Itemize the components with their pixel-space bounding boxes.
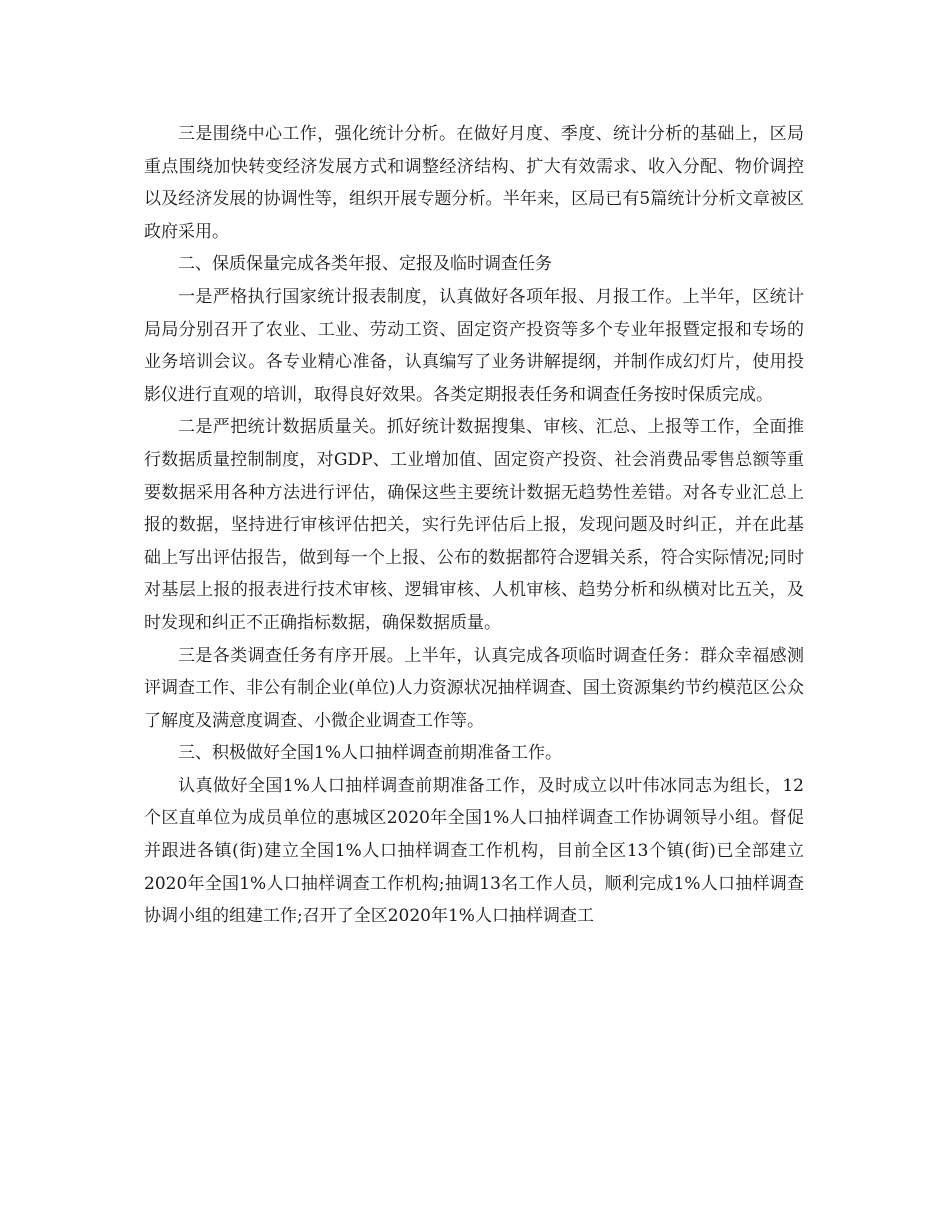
paragraph-surveys: 三是各类调查任务有序开展。上半年，认真完成各项临时调查任务：群众幸福感测评调查工作、非公有制企业(单位)人力资源状况抽样调查、国土资源集约节约模范区公众了解度及满意度调查、小微企业调查工作等。 <box>144 645 804 731</box>
paragraph-statistical-analysis: 三是围绕中心工作，强化统计分析。在做好月度、季度、统计分析的基础上，区局重点围绕加快转变经济发展方式和调整经济结构、扩大有效需求、收入分配、物价调控以及经济发展的协调性等，组织开展专题分析。半年来，区局已有5篇统计分析文章被区政府采用。 <box>144 124 804 242</box>
paragraph-data-quality: 二是严把统计数据质量关。抓好统计数据搜集、审核、汇总、上报等工作，全面推行数据质量控制制度，对GDP、工业增加值、固定资产投资、社会消费品零售总额等重要数据采用各种方法进行评估，确保这些主要统计数据无趋势性差错。对各专业汇总上报的数据，坚持进行审核评估把关，实行先评估后上报，发现问题及时纠正，并在此基础上写出评估报告，做到每一个上报、公布的数据都符合逻辑关系，符合实际情况;同时对基层上报的报表进行技术审核、逻辑审核、人机审核、趋势分析和纵横对比五关，及时发现和纠正不正确指标数据，确保数据质量。 <box>144 417 804 633</box>
document-body <box>144 118 804 933</box>
section-heading-annual-reports: 二、保质保量完成各类年报、定报及临时调查任务 <box>178 254 552 275</box>
paragraph-report-system: 一是严格执行国家统计报表制度，认真做好各项年报、月报工作。上半年，区统计局局分别召开了农业、工业、劳动工资、固定资产投资等多个专业年报暨定报和专场的业务培训会议。各专业精心准备，认真编写了业务讲解提纲，并制作成幻灯片，使用投影仪进行直观的培训，取得良好效果。各类定期报表任务和调查任务按时保质完成。 <box>144 286 804 405</box>
paragraph-population-sampling: 认真做好全国1%人口抽样调查前期准备工作，及时成立以叶伟冰同志为组长，12个区直单位为成员单位的惠城区2020年全国1%人口抽样调查工作协调领导小组。督促并跟进各镇(街)建立全国1%人口抽样调查工作机构，目前全区13个镇(街)已全部建立2020年全国1%人口抽样调查工作机构;抽调13名工作人员，顺利完成1%人口抽样调查协调小组的组建工作;召开了全区2020年1%人口抽样调查工 <box>144 775 804 927</box>
section-heading-population-sampling: 三、积极做好全国1%人口抽样调查前期准备工作。 <box>178 743 562 764</box>
